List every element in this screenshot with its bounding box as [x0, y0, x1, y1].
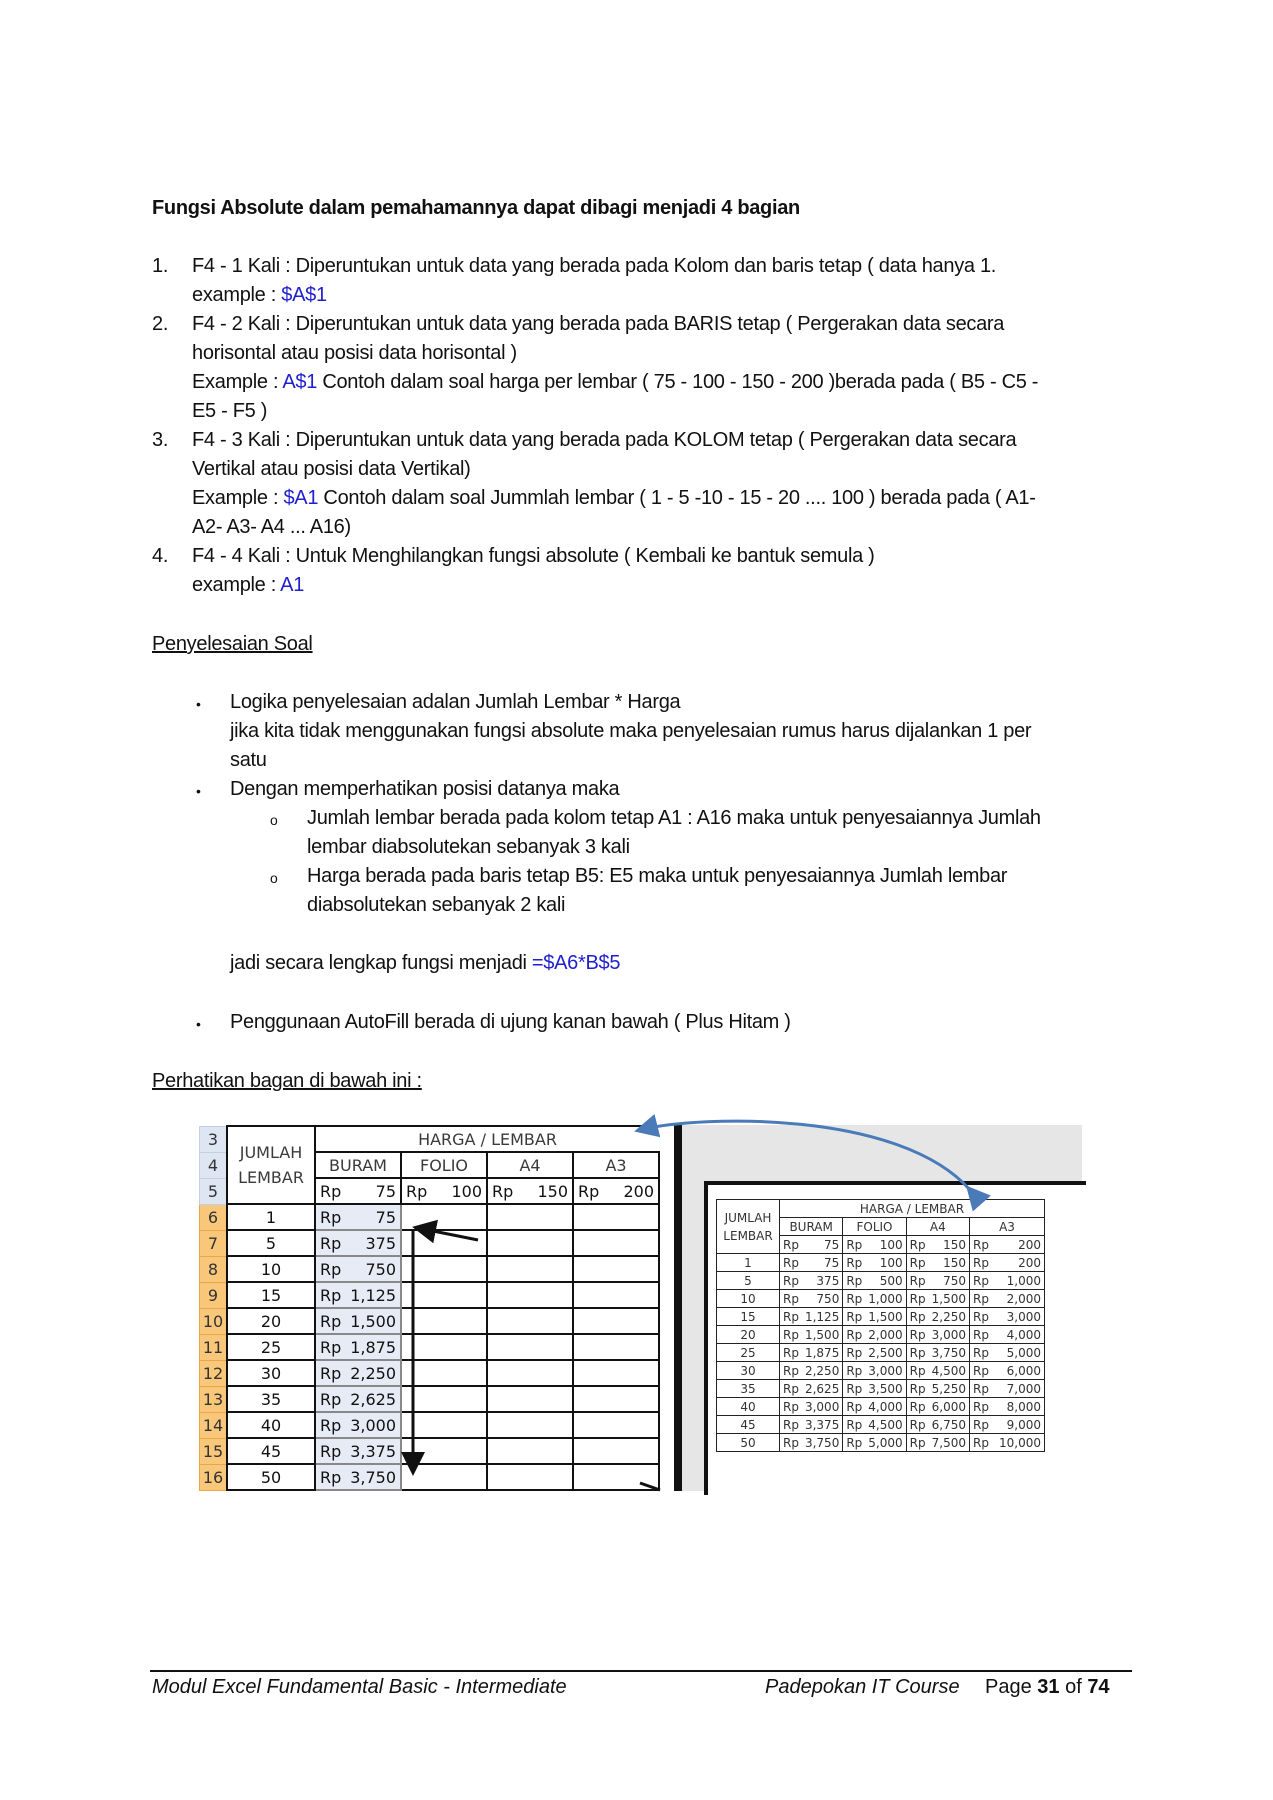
result-cell[interactable]: Rp 3,000 — [969, 1308, 1044, 1326]
table-row — [200, 1204, 660, 1230]
example-text: Contoh dalam soal harga per lembar ( 75 - 100 - 150 - 200 )berada pada ( B5 - C5 - — [317, 371, 1039, 393]
row-header: 7 — [200, 1230, 228, 1256]
result-cell[interactable]: Rp 1,500 — [315, 1308, 401, 1334]
list-item-1-line2 — [192, 281, 1132, 310]
list-item-3 — [192, 426, 1132, 542]
bullet-icon: • — [196, 783, 201, 799]
result-cell[interactable]: Rp 2,625 — [315, 1386, 401, 1412]
row-header: 13 — [200, 1386, 228, 1412]
heading: Fungsi Absolute dalam pemahamannya dapat dibagi menjadi 4 bagian — [152, 197, 800, 219]
empty-cell[interactable] — [573, 1464, 659, 1490]
empty-cell[interactable] — [401, 1334, 487, 1360]
empty-cell[interactable] — [487, 1360, 573, 1386]
empty-cell[interactable] — [487, 1308, 573, 1334]
price-cell[interactable]: Rp 100 — [401, 1178, 487, 1204]
qty-cell[interactable]: 10 — [717, 1290, 780, 1308]
qty-cell[interactable]: 15 — [717, 1308, 780, 1326]
empty-cell[interactable] — [573, 1230, 659, 1256]
empty-cell[interactable] — [487, 1464, 573, 1490]
result-cell[interactable]: Rp 5,000 — [843, 1434, 906, 1452]
result-cell[interactable]: Rp 1,000 — [969, 1272, 1044, 1290]
qty-cell[interactable]: 40 — [227, 1412, 315, 1438]
table-row — [717, 1398, 1045, 1416]
result-cell[interactable]: Rp 3,375 — [315, 1438, 401, 1464]
table-row — [200, 1438, 660, 1464]
result-cell[interactable]: Rp 2,625 — [780, 1380, 843, 1398]
empty-cell[interactable] — [573, 1308, 659, 1334]
result-cell[interactable]: Rp 2,000 — [969, 1290, 1044, 1308]
table-row — [717, 1272, 1045, 1290]
example-label: example : — [192, 574, 281, 596]
column-header: BURAM — [780, 1218, 843, 1236]
footer-left: Modul Excel Fundamental Basic - Intermediate — [152, 1676, 567, 1698]
qty-cell[interactable]: 10 — [227, 1256, 315, 1282]
list-number-4: 4. — [152, 545, 169, 567]
empty-cell[interactable] — [401, 1438, 487, 1464]
bullet-icon: • — [196, 696, 201, 712]
list-item-4-line1: F4 - 4 Kali : Untuk Menghilangkan fungsi absolute ( Kembali ke bantuk semula ) — [192, 545, 875, 567]
result-cell[interactable]: Rp 5,000 — [969, 1344, 1044, 1362]
result-cell[interactable]: Rp 375 — [315, 1230, 401, 1256]
bullet-2: Dengan memperhatikan posisi datanya maka — [230, 778, 620, 800]
left-spreadsheet-screenshot — [199, 1125, 675, 1491]
result-cell[interactable]: Rp 3,375 — [780, 1416, 843, 1434]
empty-cell[interactable] — [573, 1204, 659, 1230]
empty-cell[interactable] — [401, 1360, 487, 1386]
page-number: Page 31 of 74 — [985, 1676, 1110, 1698]
column-header: A4 — [487, 1152, 573, 1178]
list-item-3-line2: Vertikal atau posisi data Vertikal) — [192, 458, 471, 480]
list-number-2: 2. — [152, 313, 169, 335]
result-cell[interactable]: Rp 1,500 — [843, 1308, 906, 1326]
result-cell[interactable]: Rp 8,000 — [969, 1398, 1044, 1416]
qty-cell[interactable]: 1 — [717, 1254, 780, 1272]
bullet-icon: • — [196, 1016, 201, 1032]
row-header: 4 — [200, 1152, 228, 1178]
empty-cell[interactable] — [487, 1412, 573, 1438]
row-header: 6 — [200, 1204, 228, 1230]
qty-cell[interactable]: 50 — [717, 1434, 780, 1452]
price-cell[interactable]: Rp 100 — [843, 1236, 906, 1254]
table-row — [200, 1230, 660, 1256]
price-cell[interactable]: Rp 75 — [780, 1236, 843, 1254]
qty-cell[interactable]: 40 — [717, 1398, 780, 1416]
table-row — [717, 1416, 1045, 1434]
result-cell[interactable]: Rp 2,500 — [843, 1344, 906, 1362]
sub-bullet-icon: o — [270, 812, 278, 828]
cell-reference: $A$1 — [281, 284, 327, 306]
list-item-1 — [192, 252, 1132, 310]
sub-bullet-1 — [307, 804, 1041, 862]
column-header: FOLIO — [401, 1152, 487, 1178]
table-row — [717, 1434, 1045, 1452]
row-header: 11 — [200, 1334, 228, 1360]
right-spreadsheet-screenshot — [704, 1181, 1086, 1495]
qty-cell[interactable]: 45 — [717, 1416, 780, 1434]
price-cell[interactable]: Rp 150 — [906, 1236, 969, 1254]
qty-cell[interactable]: 30 — [717, 1362, 780, 1380]
sub-bullet-2-line2: diabsolutekan sebanyak 2 kali — [307, 894, 566, 916]
empty-cell[interactable] — [573, 1386, 659, 1412]
result-cell[interactable]: Rp 3,500 — [843, 1380, 906, 1398]
jumlah-lembar-header — [717, 1200, 780, 1254]
list-item-3-line3 — [192, 484, 1132, 513]
list-item-4-line2 — [192, 571, 1132, 600]
table-row — [200, 1334, 660, 1360]
result-cell[interactable]: Rp 2,250 — [315, 1360, 401, 1386]
result-cell[interactable]: Rp 3,000 — [315, 1412, 401, 1438]
row-header: 12 — [200, 1360, 228, 1386]
sub-bullet-1-line1: Jumlah lembar berada pada kolom tetap A1 : A16 maka untuk penyesaiannya Jumlah — [307, 807, 1041, 829]
result-cell[interactable]: Rp 4,000 — [843, 1398, 906, 1416]
row-header: 3 — [200, 1126, 228, 1152]
empty-cell[interactable] — [487, 1386, 573, 1412]
result-cell[interactable]: Rp 1,125 — [780, 1308, 843, 1326]
qty-cell[interactable]: 25 — [227, 1334, 315, 1360]
table-row — [717, 1380, 1045, 1398]
result-cell[interactable]: Rp 75 — [315, 1204, 401, 1230]
bullet-3: Penggunaan AutoFill berada di ujung kanan bawah ( Plus Hitam ) — [230, 1011, 791, 1033]
header-text: LEMBAR — [238, 1168, 304, 1187]
example-label: example : — [192, 284, 282, 306]
row-header: 10 — [200, 1308, 228, 1334]
qty-cell[interactable]: 20 — [227, 1308, 315, 1334]
row-header: 15 — [200, 1438, 228, 1464]
footer-divider — [150, 1670, 1132, 1672]
result-cell[interactable]: Rp 6,000 — [969, 1362, 1044, 1380]
list-item-3-line1: F4 - 3 Kali : Diperuntukan untuk data yang berada pada KOLOM tetap ( Pergerakan data secara — [192, 429, 1017, 451]
sub-bullet-icon: o — [270, 870, 278, 886]
result-cell[interactable]: Rp 1,500 — [780, 1326, 843, 1344]
left-spreadsheet-table — [199, 1125, 660, 1491]
list-item-2 — [192, 310, 1132, 426]
result-cell[interactable]: Rp 9,000 — [969, 1416, 1044, 1434]
empty-cell[interactable] — [573, 1256, 659, 1282]
column-header: FOLIO — [843, 1218, 906, 1236]
screenshot-divider — [674, 1125, 682, 1491]
sub-bullet-2 — [307, 862, 1007, 920]
result-cell[interactable]: Rp 7,000 — [969, 1380, 1044, 1398]
cell-reference: $A1 — [283, 487, 319, 509]
qty-cell[interactable]: 35 — [717, 1380, 780, 1398]
formula-line — [230, 949, 620, 978]
row-header: 8 — [200, 1256, 228, 1282]
result-cell[interactable]: Rp 4,000 — [969, 1326, 1044, 1344]
harga-lembar-header: HARGA / LEMBAR — [780, 1200, 1045, 1218]
list-number-3: 3. — [152, 429, 169, 451]
bullet-1-line1: Logika penyelesaian adalan Jumlah Lembar * Harga — [230, 691, 681, 713]
result-cell[interactable]: Rp 750 — [906, 1272, 969, 1290]
result-cell[interactable]: Rp 3,750 — [315, 1464, 401, 1490]
example-label: Example : — [192, 487, 284, 509]
table-row — [717, 1326, 1045, 1344]
result-cell[interactable]: Rp 375 — [780, 1272, 843, 1290]
column-header: A4 — [906, 1218, 969, 1236]
table-row — [200, 1464, 660, 1490]
result-cell[interactable]: Rp 1,500 — [906, 1290, 969, 1308]
table-row — [200, 1256, 660, 1282]
qty-cell[interactable]: 1 — [227, 1204, 315, 1230]
empty-cell[interactable] — [573, 1334, 659, 1360]
qty-cell[interactable]: 50 — [227, 1464, 315, 1490]
empty-cell[interactable] — [487, 1282, 573, 1308]
list-item-4 — [192, 542, 1132, 600]
header-text: JUMLAH — [239, 1143, 303, 1162]
result-cell[interactable]: Rp 4,500 — [843, 1416, 906, 1434]
result-cell[interactable]: Rp 7,500 — [906, 1434, 969, 1452]
formula: =$A6*B$5 — [531, 952, 621, 974]
qty-cell[interactable]: 15 — [227, 1282, 315, 1308]
list-number-1: 1. — [152, 255, 169, 277]
result-cell[interactable]: Rp 3,000 — [780, 1398, 843, 1416]
qty-cell[interactable]: 35 — [227, 1386, 315, 1412]
empty-cell[interactable] — [401, 1464, 487, 1490]
empty-cell[interactable] — [401, 1282, 487, 1308]
list-item-2-line2: horisontal atau posisi data horisontal ) — [192, 342, 517, 364]
header-text: JUMLAH — [724, 1210, 772, 1225]
empty-cell[interactable] — [401, 1412, 487, 1438]
table-row — [200, 1412, 660, 1438]
table-row — [717, 1290, 1045, 1308]
result-cell[interactable]: Rp 6,000 — [906, 1398, 969, 1416]
result-cell[interactable]: Rp 5,250 — [906, 1380, 969, 1398]
table-row — [200, 1360, 660, 1386]
price-cell[interactable]: Rp 75 — [315, 1178, 401, 1204]
empty-cell[interactable] — [401, 1386, 487, 1412]
result-cell[interactable]: Rp 3,000 — [843, 1362, 906, 1380]
list-item-2-line3 — [192, 368, 1132, 397]
list-item-1-line1: F4 - 1 Kali : Diperuntukan untuk data yang berada pada Kolom dan baris tetap ( data hanya 1. — [192, 255, 997, 277]
column-header: BURAM — [315, 1152, 401, 1178]
row-header: 5 — [200, 1178, 228, 1204]
result-cell[interactable]: Rp 4,500 — [906, 1362, 969, 1380]
footer-right: Padepokan IT Course — [765, 1676, 960, 1698]
table-row — [717, 1362, 1045, 1380]
table-row — [200, 1282, 660, 1308]
empty-cell[interactable] — [487, 1334, 573, 1360]
result-cell[interactable]: Rp 1,000 — [843, 1290, 906, 1308]
result-cell[interactable]: Rp 150 — [906, 1254, 969, 1272]
example-text: Contoh dalam soal Jummlah lembar ( 1 - 5 -10 - 15 - 20 .... 100 ) berada pada ( A1- — [318, 487, 1036, 509]
list-item-2-line4: E5 - F5 ) — [192, 400, 268, 422]
bullet-1-line2: jika kita tidak menggunakan fungsi absolute maka penyelesaian rumus harus dijalankan 1 per — [230, 720, 1032, 742]
bullet-1-line3: satu — [230, 749, 267, 771]
diagram-title: Perhatikan bagan di bawah ini : — [152, 1070, 422, 1092]
right-spreadsheet-table — [716, 1199, 1045, 1452]
result-cell[interactable]: Rp 2,250 — [780, 1362, 843, 1380]
row-header: 16 — [200, 1464, 228, 1490]
cell-reference: A1 — [280, 574, 305, 596]
sub-bullet-1-line2: lembar diabsolutekan sebanyak 3 kali — [307, 836, 630, 858]
header-text: LEMBAR — [723, 1228, 773, 1243]
sub-bullet-2-line1: Harga berada pada baris tetap B5: E5 maka untuk penyesaiannya Jumlah lembar — [307, 865, 1008, 887]
price-cell[interactable]: Rp 200 — [969, 1236, 1044, 1254]
empty-cell[interactable] — [573, 1360, 659, 1386]
section-title: Penyelesaian Soal — [152, 633, 313, 655]
bullet-1 — [230, 688, 1031, 775]
empty-cell[interactable] — [573, 1282, 659, 1308]
formula-label: jadi secara lengkap fungsi menjadi — [230, 952, 532, 974]
list-item-2-line1: F4 - 2 Kali : Diperuntukan untuk data yang berada pada BARIS tetap ( Pergerakan data secara — [192, 313, 1005, 335]
empty-cell[interactable] — [401, 1230, 487, 1256]
result-cell[interactable]: Rp 500 — [843, 1272, 906, 1290]
jumlah-lembar-header — [227, 1126, 315, 1204]
table-row — [717, 1308, 1045, 1326]
result-cell[interactable]: Rp 75 — [780, 1254, 843, 1272]
empty-cell[interactable] — [401, 1308, 487, 1334]
cell-reference: A$1 — [282, 371, 318, 393]
table-row — [200, 1386, 660, 1412]
result-cell[interactable]: Rp 200 — [969, 1254, 1044, 1272]
result-cell[interactable]: Rp 2,000 — [843, 1326, 906, 1344]
result-cell[interactable]: Rp 6,750 — [906, 1416, 969, 1434]
price-cell[interactable]: Rp 150 — [487, 1178, 573, 1204]
table-row — [717, 1344, 1045, 1362]
column-header: A3 — [969, 1218, 1044, 1236]
qty-cell[interactable]: 45 — [227, 1438, 315, 1464]
result-cell[interactable]: Rp 3,750 — [780, 1434, 843, 1452]
qty-cell[interactable]: 20 — [717, 1326, 780, 1344]
result-cell[interactable]: Rp 3,000 — [906, 1326, 969, 1344]
result-cell[interactable]: Rp 10,000 — [969, 1434, 1044, 1452]
example-label: Example : — [192, 371, 283, 393]
empty-cell[interactable] — [573, 1438, 659, 1464]
empty-cell[interactable] — [401, 1204, 487, 1230]
qty-cell[interactable]: 25 — [717, 1344, 780, 1362]
harga-lembar-header: HARGA / LEMBAR — [315, 1126, 659, 1152]
empty-cell[interactable] — [487, 1204, 573, 1230]
list-item-3-line4: A2- A3- A4 ... A16) — [192, 516, 351, 538]
qty-cell[interactable]: 5 — [717, 1272, 780, 1290]
result-cell[interactable]: Rp 1,875 — [780, 1344, 843, 1362]
result-cell[interactable]: Rp 100 — [843, 1254, 906, 1272]
empty-cell[interactable] — [487, 1438, 573, 1464]
qty-cell[interactable]: 5 — [227, 1230, 315, 1256]
result-cell[interactable]: Rp 1,125 — [315, 1282, 401, 1308]
result-cell[interactable]: Rp 2,250 — [906, 1308, 969, 1326]
result-cell[interactable]: Rp 750 — [780, 1290, 843, 1308]
price-cell[interactable]: Rp 200 — [573, 1178, 659, 1204]
result-cell[interactable]: Rp 1,875 — [315, 1334, 401, 1360]
qty-cell[interactable]: 30 — [227, 1360, 315, 1386]
row-header: 14 — [200, 1412, 228, 1438]
empty-cell[interactable] — [401, 1256, 487, 1282]
column-header: A3 — [573, 1152, 659, 1178]
row-header: 9 — [200, 1282, 228, 1308]
table-row — [717, 1254, 1045, 1272]
result-cell[interactable]: Rp 3,750 — [906, 1344, 969, 1362]
empty-cell[interactable] — [487, 1230, 573, 1256]
empty-cell[interactable] — [487, 1256, 573, 1282]
table-row — [200, 1308, 660, 1334]
result-cell[interactable]: Rp 750 — [315, 1256, 401, 1282]
empty-cell[interactable] — [573, 1412, 659, 1438]
